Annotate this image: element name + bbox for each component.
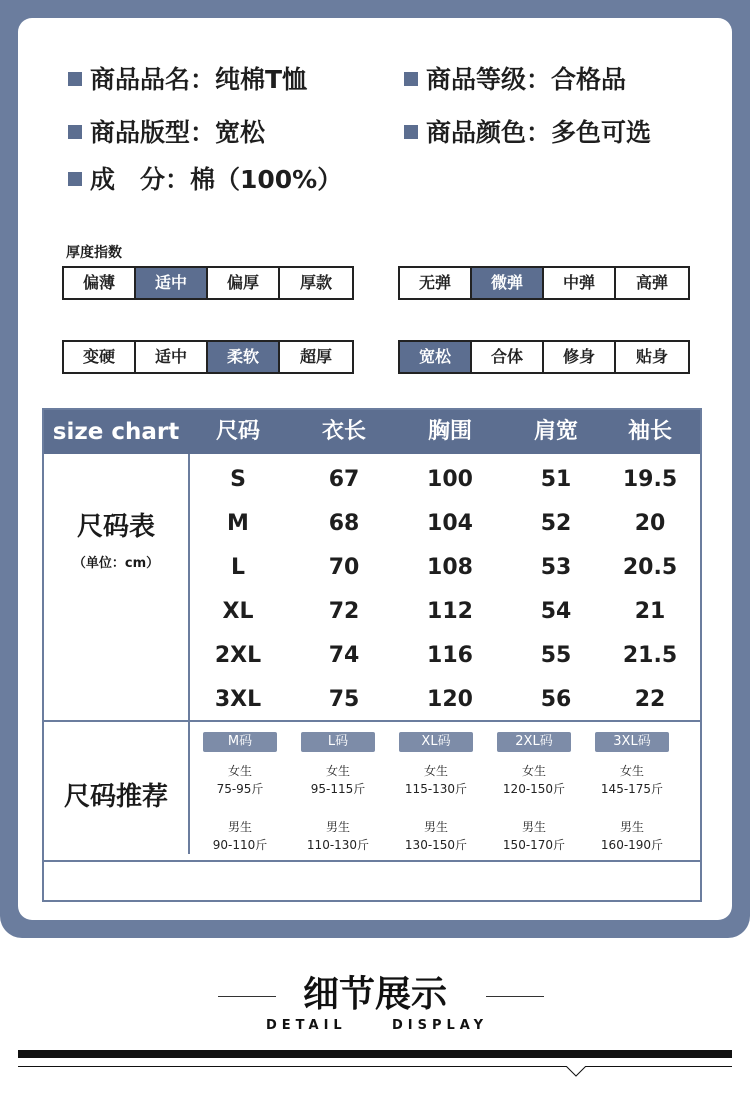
selector-option: 变硬 [64,342,136,372]
size-cell: XL [222,599,254,624]
size-cell: 54 [540,599,572,624]
female-label: 女生 [423,764,448,778]
size-tag: L码 [301,732,375,752]
selector-option: 无弹 [400,268,472,298]
size-tag: 3XL码 [595,732,669,752]
divider-line [18,1066,732,1067]
female-label: 女生 [227,764,252,778]
detail-subtitle-right: DISPLAY [392,1018,489,1033]
selector-option: 适中 [136,342,208,372]
divider-bar [18,1050,732,1058]
recommend-column [388,732,484,854]
size-tag: 2XL码 [497,732,571,752]
size-cell: 3XL [214,687,262,712]
size-cell: 104 [427,511,473,536]
male-label: 男生 [423,820,448,834]
male-label: 男生 [325,820,350,834]
male-range: 150-170斤 [502,838,566,852]
female-label: 女生 [521,764,546,778]
size-cell: 100 [427,467,473,492]
bullet-square-icon [68,72,82,86]
size-cell: 108 [427,555,473,580]
size-cell: 74 [328,643,360,668]
female-label: 女生 [619,764,644,778]
female-label: 女生 [325,764,350,778]
male-range: 160-190斤 [600,838,664,852]
size-cell: 22 [634,687,666,712]
header-size: 尺码 [215,419,260,444]
detail-title: 细节展示 [302,974,447,1015]
size-cell: 21.5 [622,643,678,668]
size-table [42,408,702,902]
product-material: 成 分：棉（100%） [68,160,342,196]
selector-option: 偏厚 [208,268,280,298]
size-cell: 52 [540,511,572,536]
size-cell: 21 [634,599,666,624]
bullet-square-icon [404,72,418,86]
female-range: 95-115斤 [310,782,366,796]
size-unit: （单位：cm） [72,556,160,571]
row-divider [44,860,700,862]
selector-option: 偏薄 [64,268,136,298]
selector-option: 合体 [472,342,544,372]
size-cell: 70 [328,555,360,580]
male-range: 110-130斤 [306,838,370,852]
recommend-column [290,732,386,854]
selector-option: 宽松 [400,342,472,372]
size-cell: M [227,511,249,536]
size-cell: 72 [328,599,360,624]
header-shoulder: 肩宽 [533,419,578,444]
size-table-header [44,410,700,454]
female-range: 145-175斤 [600,782,664,796]
product-grade: 商品等级：合格品 [404,60,626,96]
softness-selector [62,340,354,374]
size-cell: 20.5 [622,555,678,580]
size-cell: 19.5 [622,467,678,492]
header-length: 衣长 [321,419,366,444]
size-cell: L [230,555,246,580]
fit-selector [398,340,690,374]
size-table-title: 尺码表 [76,512,155,542]
size-cell: 75 [328,687,360,712]
selector-option: 柔软 [208,342,280,372]
male-range: 90-110斤 [212,838,268,852]
header-chest: 胸围 [427,419,472,444]
chevron-down-icon [566,1066,586,1078]
selector-option: 超厚 [299,347,332,366]
female-range: 120-150斤 [502,782,566,796]
product-name: 商品品名：纯棉T恤 [68,60,307,96]
female-range: 115-130斤 [404,782,468,796]
elasticity-selector [398,266,690,300]
selector-option: 中弹 [544,268,616,298]
thickness-title: 厚度指数 [66,245,122,261]
header-sleeve: 袖长 [627,419,672,444]
female-range: 75-95斤 [216,782,264,796]
bullet-square-icon [68,172,82,186]
product-fit: 商品版型：宽松 [68,113,265,149]
male-label: 男生 [619,820,644,834]
detail-subtitle-left: DETAIL [266,1018,347,1033]
size-cell: 56 [540,687,572,712]
size-cell: 20 [634,511,666,536]
selector-option: 微弹 [472,268,544,298]
header-size-chart: size chart [52,419,180,445]
size-cell: 112 [427,599,473,624]
size-tag: XL码 [399,732,473,752]
size-cell: S [230,467,246,492]
selector-option: 高弹 [635,273,668,292]
selector-option: 修身 [544,342,616,372]
size-cell: 2XL [214,643,262,668]
selector-option: 贴身 [635,347,668,366]
recommend-title: 尺码推荐 [63,782,168,812]
selector-option: 适中 [136,268,208,298]
male-range: 130-150斤 [404,838,468,852]
thickness-selector [62,266,354,300]
recommend-column [192,732,288,854]
size-cell: 53 [540,555,572,580]
product-color: 商品颜色：多色可选 [404,113,651,149]
size-cell: 68 [328,511,360,536]
size-cell: 116 [427,643,473,668]
size-cell: 120 [427,687,473,712]
size-cell: 51 [540,467,572,492]
recommend-column [584,732,680,854]
selector-option: 厚款 [299,273,332,292]
male-label: 男生 [227,820,252,834]
bullet-square-icon [68,125,82,139]
size-tag: M码 [203,732,277,752]
size-cell: 55 [540,643,572,668]
recommend-column [486,732,582,854]
size-cell: 67 [328,467,360,492]
male-label: 男生 [521,820,546,834]
bullet-square-icon [404,125,418,139]
